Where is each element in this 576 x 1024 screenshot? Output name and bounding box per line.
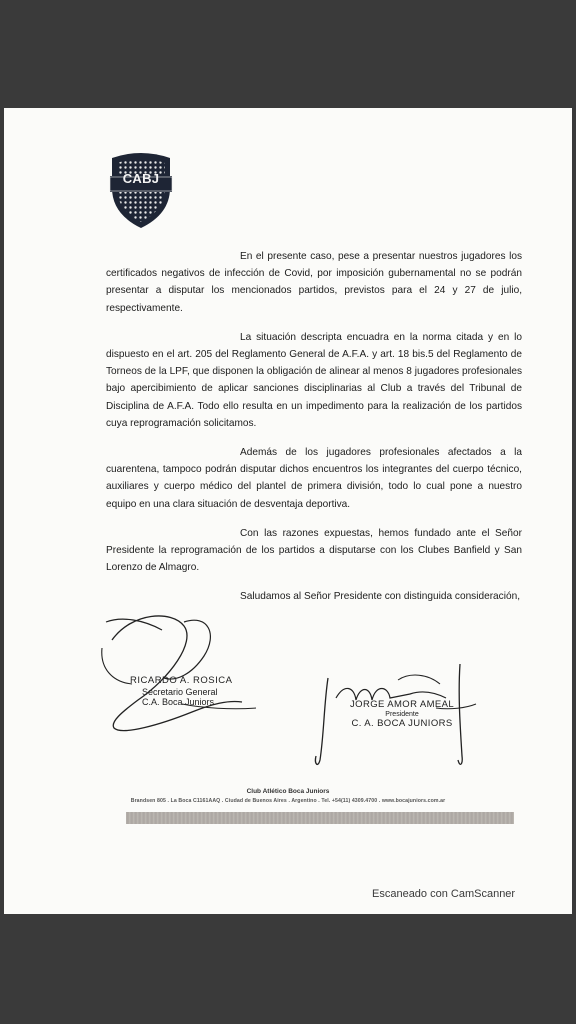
left-handwritten-signature [92,608,262,738]
right-signer-org: C. A. BOCA JUNIORS [351,717,453,729]
right-signer-title: Presidente [385,710,419,718]
letter-body [106,248,522,618]
left-signature-block [130,676,232,708]
right-signer-name: JORGE AMOR AMEAL [350,699,455,710]
footer-club-name: Club Atlético Boca Juniors [246,788,330,795]
paragraph-3: Además de los jugadores profesionales afectados a la cuarentena, tampoco podrán disputar dichos encuentros los integrantes del cuerpo técnico, auxiliares y cuerpo médico del plantel de primera división, todo lo cual pone a nuestro equipo en una clara situación de desventaja deportiva. [106,447,522,510]
footer-decorative-bar [126,812,514,824]
cabj-crest-logo [108,150,174,230]
left-signer-title: Secretario General [142,686,218,697]
closing-line: Saludamos al Señor Presidente con distinguida consideración, [240,591,520,603]
paragraph-4: Con las razones expuestas, hemos fundado ante el Señor Presidente la reprogramación de los partidos a disputarse con los Clubes Banfield y San Lorenzo de Almagro. [106,527,522,574]
left-signer-org: C.A. Boca Juniors [142,697,215,707]
footer-address: Brandsen 805 . La Boca C1161AAQ . Ciudad de Buenos Aires . Argentino . Tel. +54(11) 4309.4700 . www.bocajuniors.com.ar [130,798,446,804]
right-signature-block [350,700,454,729]
scanned-letter-page [4,108,572,914]
paragraph-1: En el presente caso, pese a presentar nuestros jugadores los certificados negativos de infección de Covid, por imposición gubernamental no se podrán presentar a disputar los mencionados partidos, previstos para el 24 y 27 de julio, respectivamente. [106,251,522,314]
paragraph-2: La situación descripta encuadra en la norma citada y en lo dispuesto en el art. 205 del Reglamento General de A.F.A. y art. 18 bis.5 del Reglamento de Torneos de la LPF, que disponen la obligación de alinear al menos 8 jugadores profesionales bajo apercibimiento de aplicar sanciones disciplinarias al Club a través del Tribunal de Disciplina de A.F.A. Todo ello resulta en un impedimento para la realización de los partidos cuya reprogramación solicitamos. [106,331,522,429]
left-signer-name: RICARDO A. ROSICA [130,675,233,686]
crest-text: CABJ [122,171,160,186]
camscanner-watermark: Escaneado con CamScanner [372,888,516,900]
